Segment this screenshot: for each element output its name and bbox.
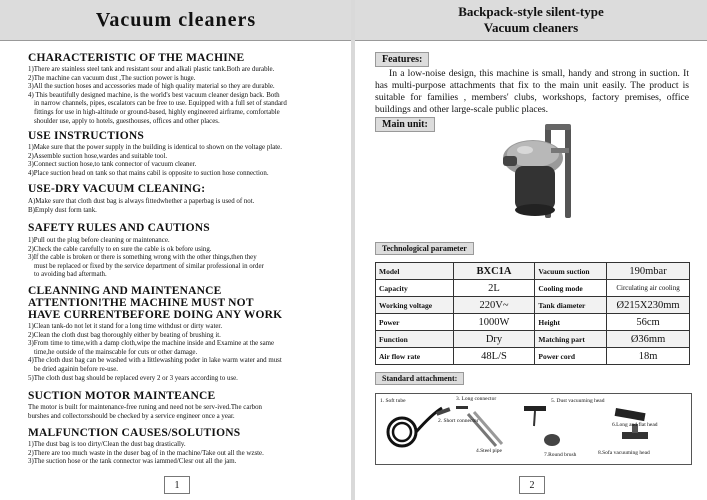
- spec-value: Circulating air cooling: [607, 280, 690, 297]
- list-item: 1)Make sure that the power supply in the building is identical to shown on the voltage plate.: [28, 144, 282, 151]
- spec-value: 48L/S: [453, 348, 535, 365]
- spec-value: 2L: [453, 280, 535, 297]
- spec-table: [375, 262, 690, 365]
- spec-label: Power: [376, 314, 454, 331]
- list-item: 4)Place suction head on tank so that mains cabil is opposite to suction hose connection.: [28, 169, 269, 177]
- page-2: [355, 0, 707, 500]
- list-item: 2)Assemble suction hose,wardes and suitable tool.: [28, 152, 168, 160]
- page-number: 1: [164, 476, 190, 494]
- list-item: fittings for use in high-altitude or ground-based, highly engineered airframe, comfortable: [34, 108, 280, 116]
- list-item: The motor is built for maintenance-free runing and need not be serv-ived.The carbon: [28, 404, 263, 411]
- use-dry-heading: USE-DRY VACUUM CLEANING:: [28, 183, 206, 195]
- spec-label: Air flow rate: [376, 348, 454, 365]
- spec-value: 220V~: [453, 297, 535, 314]
- spec-label: Power cord: [535, 348, 607, 365]
- spec-value: BXC1A: [453, 263, 535, 280]
- attachment-label: Standard attachment:: [375, 372, 464, 385]
- features-text: In a low-noise design, this machine is small, handy and strong in suction. It has multi-purpose attachments that fix to the main unit easily. The product is suitable for families , members' clubs, workshops, factory premises, office buildings and other large-scale public places.: [375, 68, 689, 115]
- list-item: 1)There are stainless steel tank and resistant sour and alkali plastic tank.Both are durable.: [28, 66, 275, 73]
- list-item: 5)The cloth dust bag should be replaced every 2 or 3 years according to use.: [28, 374, 238, 382]
- list-item: 2)Check the cable carefully to en sure the cable is ok before using.: [28, 245, 212, 253]
- use-instructions-list: [28, 144, 338, 178]
- characteristic-list: [28, 66, 338, 126]
- attachment-caption: 6.Long and flat head: [612, 422, 658, 428]
- list-item: to avoiding bad aftermath.: [34, 271, 107, 279]
- attachment-caption: 4.Steel pipe: [476, 448, 502, 454]
- table-row: [376, 314, 690, 331]
- list-item: 1)The dust bag is too dirty/Clean the dust bag drastically.: [28, 441, 186, 448]
- list-item: 1)Pull out the plug before cleaning or maintenance.: [28, 237, 170, 244]
- table-row: [376, 280, 690, 297]
- list-item: burshes and collectorsshould be checked by a service engineer once a year.: [28, 412, 235, 420]
- list-item: 3)If the cable is broken or there is something wrong with the other things,then they: [28, 254, 257, 262]
- list-item: 3)Connect suction hose,to tank connector of vacuum cleaner.: [28, 161, 197, 169]
- malfunction-heading: MALFUNCTION CAUSES/SOLUTIONS: [28, 427, 241, 439]
- list-item: time,he outside of the mainscable for cuts or other damage.: [34, 348, 198, 356]
- list-item: 2)The machine can vacuum dust ,The suction power is huge.: [28, 74, 196, 82]
- malfunction-list: [28, 441, 338, 467]
- attachment-caption: 7.Round brush: [544, 452, 577, 458]
- motor-text: [28, 404, 338, 421]
- list-item: A)Make sure that cloth dust bag is always fittedwhether a paperbag is used of not.: [28, 198, 255, 205]
- spec-label: Capacity: [376, 280, 454, 297]
- safety-list: [28, 237, 338, 280]
- title-line-1: Backpack-style silent-type: [458, 4, 604, 19]
- table-row: [376, 297, 690, 314]
- attachment-caption: 5. Dust vacuuming head: [551, 398, 605, 404]
- page-1: [0, 0, 352, 500]
- spec-value: Ø215X230mm: [607, 297, 690, 314]
- list-item: must be replaced or fixed by the service department of similar professional in order: [34, 262, 264, 270]
- spec-value: Ø36mm: [607, 331, 690, 348]
- list-item: shoulder use, apply to hotels, guesthouses, offices and other places.: [34, 117, 220, 125]
- characteristic-heading: CHARACTERISTIC OF THE MACHINE: [28, 52, 245, 64]
- spec-value: 190mbar: [607, 263, 690, 280]
- table-row: [376, 331, 690, 348]
- list-item: 3)The suction hose or the tank connector was iammed/Clesr out all the jam.: [28, 458, 237, 466]
- list-item: 3)From time to time,with a damp cloth,wipe the machine inside and Examine at the same: [28, 340, 275, 348]
- spec-value: Dry: [453, 331, 535, 348]
- table-row: [376, 348, 690, 365]
- table-row: [376, 263, 690, 280]
- list-item: 2)There are too much waste in the duser bag of in the machine/Take out all the wzste.: [28, 449, 264, 457]
- attachment-illustration: [375, 393, 692, 465]
- attachment-caption: 2. Short connector: [438, 418, 479, 424]
- spec-label: Cooling mode: [535, 280, 607, 297]
- attachment-caption: 1. Soft tube: [380, 398, 406, 404]
- spec-label: Model: [376, 263, 454, 280]
- use-instructions-heading: USE INSTRUCTIONS: [28, 130, 144, 142]
- spec-label: Height: [535, 314, 607, 331]
- list-item: 4) This beautifully designed machine, is the world's best vacuum cleaner design back. Both: [28, 91, 280, 99]
- motor-heading: SUCTION MOTOR MAINTEANCE: [28, 390, 216, 402]
- features-label: Features:: [375, 52, 429, 67]
- list-item: be dried againin before re-use.: [34, 365, 118, 373]
- spec-value: 18m: [607, 348, 690, 365]
- use-dry-list: [28, 198, 338, 215]
- list-item: in narrow channels, pipes, escalators can be free to use. Equipped with a full set of standard: [34, 100, 287, 108]
- page-title: [355, 0, 707, 41]
- spec-label: Tank diameter: [535, 297, 607, 314]
- tech-param-label: Technological parameter: [375, 242, 474, 255]
- cleaning-heading-2: ATTENTION!THE MACHINE MUST NOT: [28, 297, 254, 309]
- vacuum-cleaner-image: [495, 118, 587, 226]
- list-item: 3)All the suction hoses and accessories made of high quality material so they are durable.: [28, 83, 275, 91]
- list-item: 2)Clean the cloth dust bag thoroughly either by beating of brushing it.: [28, 331, 221, 339]
- spec-label: Vacuum suction: [535, 263, 607, 280]
- list-item: B)Emply dust form tank.: [28, 206, 97, 214]
- spec-value: 56cm: [607, 314, 690, 331]
- cleaning-heading-3: HAVE CURRENTBEFORE DOING ANY WORK: [28, 309, 283, 321]
- cleaning-heading-1: CLEANNING AND MAINTENANCE: [28, 285, 222, 297]
- spec-label: Function: [376, 331, 454, 348]
- page-title: Vacuum cleaners: [0, 0, 352, 41]
- safety-heading: SAFETY RULES AND CAUTIONS: [28, 222, 210, 234]
- attachment-caption: 3. Long connector: [456, 396, 497, 402]
- list-item: 4)The cloth dust bag can be washed with a littlewashing poder in lake warm water and must: [28, 357, 282, 365]
- spec-label: Matching part: [535, 331, 607, 348]
- spec-label: Working voltage: [376, 297, 454, 314]
- main-unit-label: Main unit:: [375, 117, 435, 132]
- attachment-caption: 8.Sofa vacuuming head: [598, 450, 650, 456]
- page-number: 2: [519, 476, 545, 494]
- spec-value: 1000W: [453, 314, 535, 331]
- title-line-2: Vacuum cleaners: [483, 20, 579, 35]
- list-item: 1)Clean tank-do not let it stand for a long time withdust or dirty water.: [28, 323, 223, 330]
- cleaning-list: [28, 323, 338, 383]
